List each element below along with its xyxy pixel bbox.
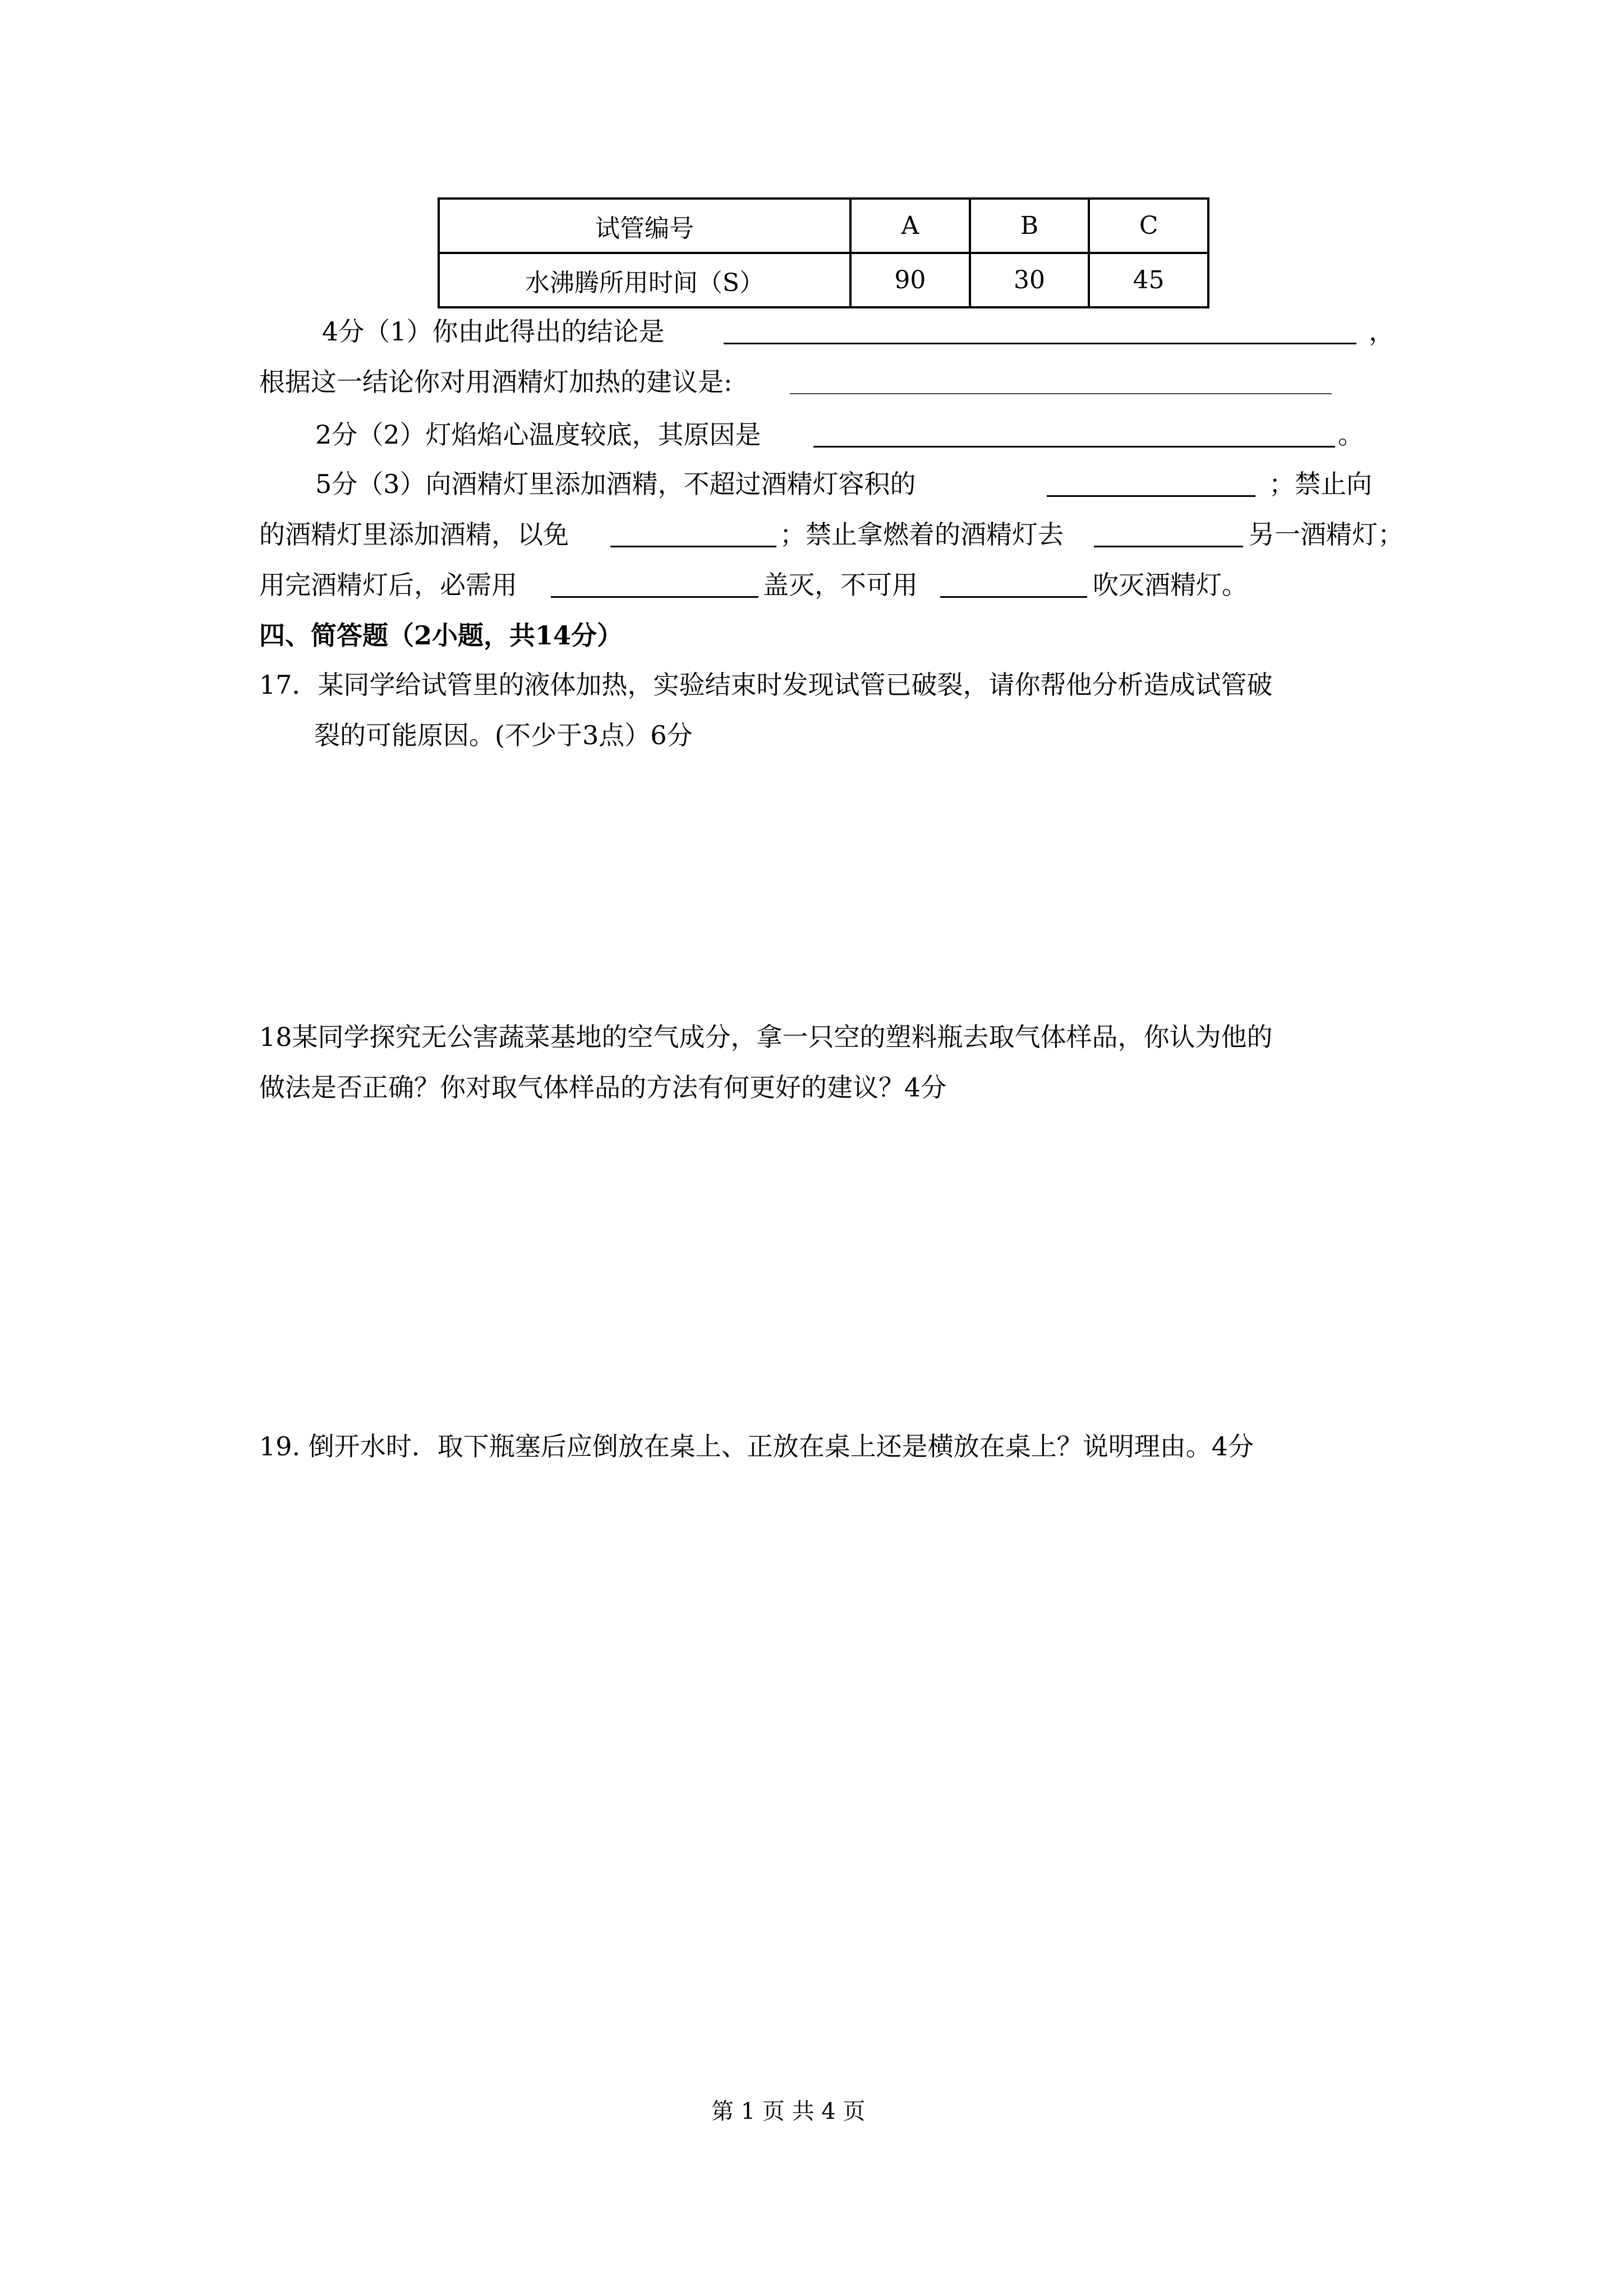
q19-line1: 19. 倒开水时．取下瓶塞后应倒放在桌上、正放在桌上还是横放在桌上？说明理由。4分 (259, 1431, 1254, 1461)
table-header-row (439, 199, 1208, 253)
q16-part1-lead: 4分（1）你由此得出的结论是 (322, 316, 665, 347)
table-cell: 水沸腾所用时间（S） (439, 253, 850, 307)
q16-part3-line3-b: 盖灭，不可用 (763, 570, 918, 600)
q17-line1: 17．某同学给试管里的液体加热，实验结束时发现试管已破裂，请你帮他分析造成试管破 (259, 670, 1273, 700)
answer-blank (940, 596, 1087, 598)
answer-blank (790, 393, 1332, 394)
page-footer: 第 1 页 共 4 页 (711, 2099, 866, 2124)
q16-part2-lead: 2分（2）灯焰焰心温度较底，其原因是 (315, 419, 761, 450)
answer-blank (1094, 546, 1243, 547)
q18-line2: 做法是否正确？你对取气体样品的方法有何更好的建议？4分 (259, 1072, 947, 1103)
q18-line1: 18某同学探究无公害蔬菜基地的空气成分，拿一只空的塑料瓶去取气体样品，你认为他的 (259, 1022, 1273, 1052)
q16-part3-line2-a: 的酒精灯里添加酒精，以免 (259, 519, 569, 550)
q17-line2: 裂的可能原因。(不少于3点）6分 (314, 720, 693, 750)
q16-part3-lead: 5分（3）向酒精灯里添加酒精，不超过酒精灯容积的 (315, 469, 916, 499)
table-cell: 45 (1089, 253, 1208, 307)
q16-part3-line3-a: 用完酒精灯后，必需用 (259, 570, 517, 600)
table-header-cell: A (850, 199, 970, 253)
table-header-cell: C (1089, 199, 1208, 253)
q16-part2-end: 。 (1338, 419, 1364, 450)
q16-part1-line2: 根据这一结论你对用酒精灯加热的建议是: (259, 367, 733, 397)
q16-part3-line3-c: 吹灭酒精灯。 (1093, 570, 1248, 600)
section-heading: 四、简答题（2小题，共14分） (259, 620, 623, 651)
answer-blank (724, 343, 1356, 344)
table-header-cell: 试管编号 (439, 199, 850, 253)
answer-blank (610, 546, 776, 547)
answer-blank (1047, 495, 1255, 497)
test-tube-table (438, 197, 1209, 308)
table-header-cell: B (970, 199, 1089, 253)
answer-blank (551, 596, 758, 598)
q16-part3-mid: ；禁止向 (1269, 469, 1372, 499)
q16-part1-comma: ， (1369, 316, 1395, 347)
q16-part3-line2-b: ；禁止拿燃着的酒精灯去 (780, 519, 1064, 550)
answer-blank (813, 446, 1335, 448)
table-cell: 90 (850, 253, 970, 307)
q16-part3-line2-c: 另一酒精灯； (1249, 519, 1404, 550)
table-row (439, 253, 1208, 307)
table-cell: 30 (970, 253, 1089, 307)
